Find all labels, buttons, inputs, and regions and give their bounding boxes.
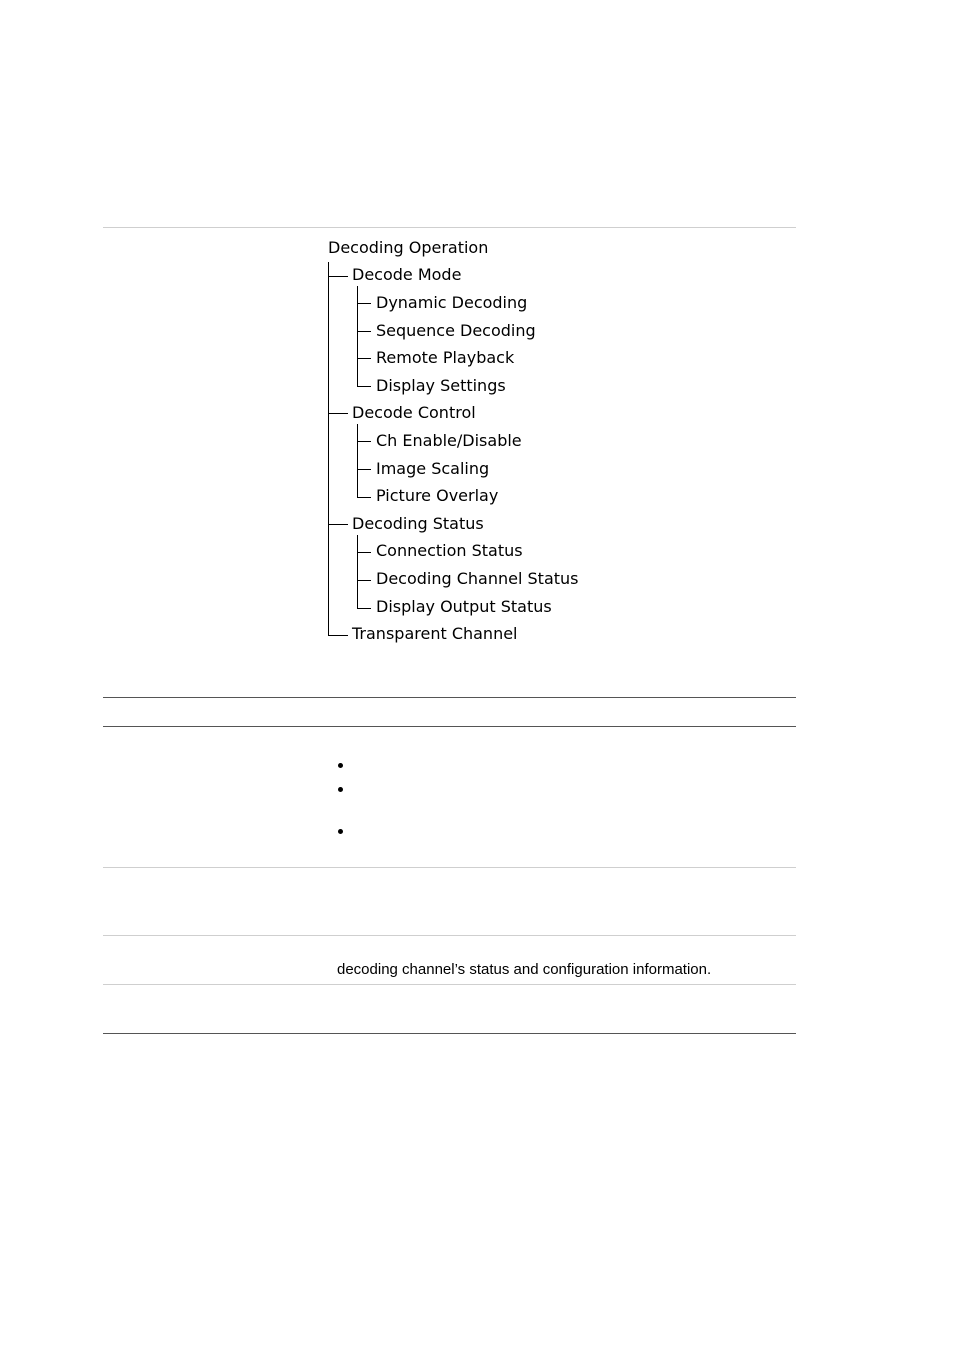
tree-leaf-picture-overlay: Picture Overlay xyxy=(376,486,499,505)
tree-leaf-sequence-decoding: Sequence Decoding xyxy=(376,321,536,340)
tree-subtrunk-decode-control xyxy=(357,424,358,498)
tree-root-label: Decoding Operation xyxy=(328,238,489,257)
tree-leaf-connector xyxy=(357,469,371,470)
tree-leaf-connector xyxy=(357,303,371,304)
tree-group-decode-control: Decode Control xyxy=(352,403,476,422)
tree-leaf-connector xyxy=(357,552,371,553)
tree-branch-transparent-channel xyxy=(328,635,348,636)
tree-group-decode-mode: Decode Mode xyxy=(352,265,462,284)
tree-trunk-line xyxy=(328,262,329,635)
tree-branch-decoding-status xyxy=(328,524,348,525)
bullet-marker xyxy=(338,829,343,834)
tree-group-decoding-status: Decoding Status xyxy=(352,514,484,533)
tree-leaf-connector xyxy=(357,608,371,609)
tree-leaf-image-scaling: Image Scaling xyxy=(376,459,490,478)
tree-subtrunk-decoding-status xyxy=(357,535,358,609)
tree-leaf-connection-status: Connection Status xyxy=(376,541,523,560)
tree-leaf-connector xyxy=(357,497,371,498)
tree-leaf-decoding-channel-status: Decoding Channel Status xyxy=(376,569,579,588)
tree-group-transparent-channel: Transparent Channel xyxy=(352,624,518,643)
tree-leaf-connector xyxy=(357,441,371,442)
tree-leaf-display-settings: Display Settings xyxy=(376,376,506,395)
tree-branch-decode-control xyxy=(328,413,348,414)
tree-leaf-connector xyxy=(357,358,371,359)
tree-leaf-ch-enable-disable: Ch Enable/Disable xyxy=(376,431,522,450)
tree-subtrunk-decode-mode xyxy=(357,286,358,387)
tree-leaf-remote-playback: Remote Playback xyxy=(376,348,515,367)
tree-leaf-dynamic-decoding: Dynamic Decoding xyxy=(376,293,528,312)
table-cell-status-description: decoding channel’s status and configuration information. xyxy=(337,961,712,978)
tree-leaf-connector xyxy=(357,580,371,581)
tree-leaf-display-output-status: Display Output Status xyxy=(376,597,552,616)
bullet-marker xyxy=(338,787,343,792)
tree-leaf-connector xyxy=(357,331,371,332)
tree-branch-decode-mode xyxy=(328,276,348,277)
tree-leaf-connector xyxy=(357,386,371,387)
bullet-marker xyxy=(338,763,343,768)
